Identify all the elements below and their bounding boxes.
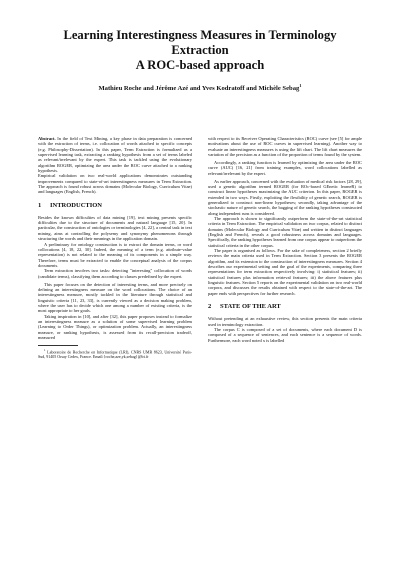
right-column bbox=[208, 136, 362, 556]
right-paragraph-2: Accordingly, a ranking function is learned by optimizing the area under the ROC curve (AUC) [16, 21] from training examples, word collocations labelled as relevant/irrelevant by the expert. bbox=[208, 159, 362, 176]
section-1-number: 1 bbox=[38, 201, 42, 209]
author-line bbox=[38, 82, 362, 93]
author-footnote-mark: 1 bbox=[299, 83, 302, 88]
abstract-label: Abstract. bbox=[38, 136, 56, 141]
state-of-art-paragraph-2: The corpus C is composed of a set of documents, where each document D is composed of a sequence of sentences, and each sentence is a sequence of words. Furthermore, each word noted x is labelled bbox=[208, 326, 362, 343]
right-paragraph-3: As earlier approach, concerned with the evaluation of medical risk factors [28, 29], used a genetic algorithm termed ROGER (for ROc-based GEnetic learneR) to construct linear hypotheses maximizing the AUC criterion. In this paper, ROGER is extended in two ways. Firstly, exploiting the flexibility of genetic search, ROGER is generalized to construct non-linear hypotheses; secondly, taking advantage of the stochastic nature of genetic search, the bagging of the ranking hypotheses constructed along independent runs is considered. bbox=[208, 178, 362, 216]
section-1-heading bbox=[38, 202, 192, 210]
intro-paragraph-2: A preliminary for ontology construction is to extract the domain terms, or word collocations [4, 18, 22, 30]. Indeed, the meaning of a term (e.g. attribute-value representation) is not related to the meaning of its components in a simple way. Therefore, terms must be extracted to enable the conceptual analysis of the corpus documents. bbox=[38, 241, 192, 268]
section-1-title: INTRODUCTION bbox=[50, 201, 103, 209]
right-paragraph-4: The approach is shown to significantly outperform the state-of-the-art statistical criteria in Term Extraction. The empirical validation on two corpus, related to distinct domains (Molecular Biology and Curriculum Vitæ) and written in distinct languages (English and French), reveals a good robustness across domains and languages. Specifically, the ranking hypotheses learned from one corpus appear to outperform the statistical criteria in the other corpus. bbox=[208, 216, 362, 248]
intro-paragraph-1: Besides the known difficulties of data mining [19], text mining presents specific difficulties due to the structure of documents and natural language [15, 20]. In particular, the construction of ontologies or terminologies [4, 22], a central task in text mining, aims at controlling the polysemy and synonymy phenomenons through structuring the words and their meanings in the application domain. bbox=[38, 214, 192, 242]
intro-paragraph-5: Taking inspiration in [10], and after [32], this paper proposes instead to formalize an interestingness measure as a solution of some supervised learning problem (Learning to Order Things), or optimization problem. Actually, an interestingness measure, or ranking hypothesis, is assessed from its recall-precision tradeoff, measured bbox=[38, 313, 192, 340]
abstract-text-1: In the field of Text Mining, a key phase in data preparation is concerned with the extraction of terms, i.e. collocation of words attached to specific concepts (e.g. Philosophy-Dissertation). In this paper, Term Extraction is formalized as a supervised learning task, extracting a ranking hypothesis from a set of terms labeled as relevant/irrelevant by the expert. This task is tackled using the evolutionary algorithm ROGER, optimizing the area under the ROC curve attached to a ranking hypothesis. bbox=[38, 136, 193, 174]
section-2-title: STATE OF THE ART bbox=[220, 303, 281, 311]
footnote-mark: 1 bbox=[44, 348, 46, 353]
intro-paragraph-3: Term extraction involves two tasks: detecting "interesting" collocation of words (candidate terms), classifying them according to classes predefined by the expert. bbox=[38, 268, 192, 279]
section-2-number: 2 bbox=[208, 303, 212, 311]
abstract-text-2: Empirical validation on two real-world applications demonstrates outstanding improvements compared to state-of-art interestingness measures in Term Extraction. The approach is found robust across domains (Molecular Biology, Curriculum Vitae) and languages (English, French). bbox=[38, 173, 192, 195]
abstract bbox=[38, 136, 192, 173]
section-2-heading bbox=[208, 303, 362, 311]
paper-subtitle: A ROC-based approach bbox=[135, 58, 265, 72]
state-of-art-paragraph-1: Without pretending at an exhaustive review, this section presents the main criteria used in terminology extraction. bbox=[208, 316, 362, 327]
footnote-text: Laboratoire de Recherche en Informatique (LRI), CNRS UMR 8623, Université Paris-Sud, 91405 Orsay Cedex, France. Email:{roche,aze,yk,sebag}@lri.fr bbox=[38, 349, 192, 360]
authors: Mathieu Roche and Jérôme Azé and Yves Kodratoff and Michèle Sebag bbox=[98, 85, 300, 93]
right-paragraph-1: with respect to its Receiver Operating Characteristics (ROC) curve (see [5] for ample motivations about the use of ROC curves in supervised learning). Another way to evaluate an interestingness measures is using the lift chart. The lift chart measures the variation of the precision as a function of the proportion of terms found by the system. bbox=[208, 136, 362, 158]
left-column bbox=[38, 136, 192, 556]
title-line-1: Learning Interestingness Measures in Terminology bbox=[63, 28, 337, 42]
title-line-2: Extraction bbox=[171, 43, 229, 57]
right-paragraph-5: The paper is organised as follows. For the sake of completeness, section 2 briefly reviews the main criteria used in Term Extraction. Section 3 presents the ROGER algorithm, and its extension to the construction of interestingness measures. Section 4 describes our experimental setting and the goal of the experiments, comparing three representations for term extraction respectively involving: i) statistical features; ii) statistical features plus information retrieval features; iii) the above features plus linguistic features. Section 5 reports on the experimental validation on two real-world corpora, and discusses the results obtained with respect to the state-of-the-art. The paper ends with perspectives for further research. bbox=[208, 248, 362, 296]
paper-title bbox=[38, 28, 362, 73]
affiliation-footnote bbox=[38, 348, 192, 360]
two-column-body bbox=[38, 136, 362, 556]
footnote-rule bbox=[38, 345, 78, 346]
intro-paragraph-4: This paper focuses on the detection of interesting terms, and more precisely on defining an interestingness measure on the word collocations. The choice of an interestingness measure, mostly tackled in the literature through statistical and linguistic criteria [11, 23, 33], is currently viewed as a decision making problem, where the user has to decide which one among a number of existing criteria, is the most appropriate to her goals. bbox=[38, 281, 192, 314]
